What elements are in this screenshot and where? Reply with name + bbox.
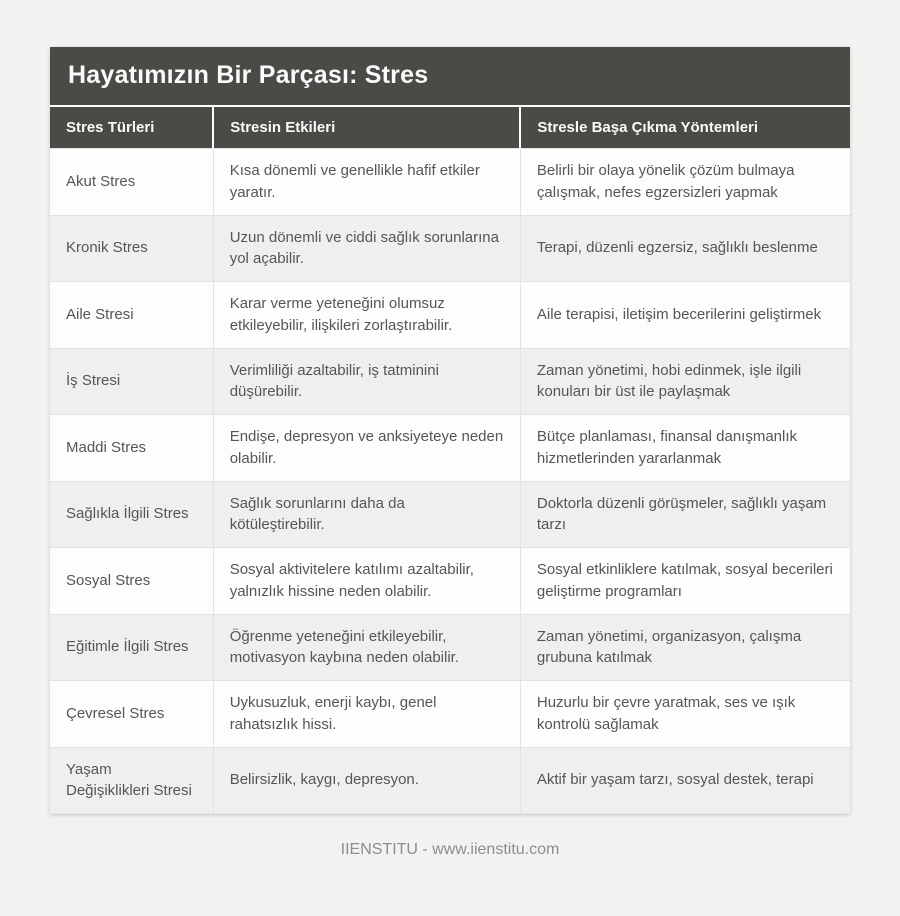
- stress-coping-cell: Aktif bir yaşam tarzı, sosyal destek, terapi: [520, 747, 850, 814]
- stress-coping-cell: Zaman yönetimi, organizasyon, çalışma grubuna katılmak: [520, 614, 850, 681]
- stress-coping-cell: Belirli bir olaya yönelik çözüm bulmaya çalışmak, nefes egzersizleri yapmak: [520, 149, 850, 216]
- stress-coping-cell: Doktorla düzenli görüşmeler, sağlıklı yaşam tarzı: [520, 481, 850, 548]
- stress-type-cell: Aile Stresi: [50, 282, 213, 349]
- stress-effect-cell: Karar verme yeteneğini olumsuz etkileyebilir, ilişkileri zorlaştırabilir.: [213, 282, 520, 349]
- stress-table: [50, 107, 850, 814]
- stress-effect-cell: Uykusuzluk, enerji kaybı, genel rahatsızlık hissi.: [213, 681, 520, 748]
- stress-type-cell: Maddi Stres: [50, 415, 213, 482]
- table-row: [50, 747, 850, 814]
- page-title: Hayatımızın Bir Parçası: Stres: [68, 61, 429, 89]
- stress-effect-cell: Sosyal aktivitelere katılımı azaltabilir, yalnızlık hissine neden olabilir.: [213, 548, 520, 615]
- stress-type-cell: Sağlıkla İlgili Stres: [50, 481, 213, 548]
- stress-effect-cell: Verimliliği azaltabilir, iş tatminini düşürebilir.: [213, 348, 520, 415]
- stress-effect-cell: Belirsizlik, kaygı, depresyon.: [213, 747, 520, 814]
- stress-type-cell: Yaşam Değişiklikleri Stresi: [50, 747, 213, 814]
- table-row: [50, 282, 850, 349]
- footer-credit: IIENSTITU - www.iienstitu.com: [340, 841, 560, 858]
- stress-type-cell: Çevresel Stres: [50, 681, 213, 748]
- stress-coping-cell: Huzurlu bir çevre yaratmak, ses ve ışık kontrolü sağlamak: [520, 681, 850, 748]
- stress-effect-cell: Endişe, depresyon ve anksiyeteye neden olabilir.: [213, 415, 520, 482]
- stress-table-card: [50, 47, 850, 814]
- column-header-stress-effects: Stresin Etkileri: [213, 107, 520, 149]
- column-header-coping-methods: Stresle Başa Çıkma Yöntemleri: [520, 107, 850, 149]
- table-body: [50, 149, 850, 814]
- table-row: [50, 149, 850, 216]
- column-header-stress-types: Stres Türleri: [50, 107, 213, 149]
- stress-effect-cell: Uzun dönemli ve ciddi sağlık sorunlarına yol açabilir.: [213, 215, 520, 282]
- table-row: [50, 614, 850, 681]
- header-row: [50, 107, 850, 149]
- table-row: [50, 548, 850, 615]
- table-row: [50, 415, 850, 482]
- table-row: [50, 215, 850, 282]
- stress-effect-cell: Kısa dönemli ve genellikle hafif etkiler yaratır.: [213, 149, 520, 216]
- stress-coping-cell: Terapi, düzenli egzersiz, sağlıklı beslenme: [520, 215, 850, 282]
- stress-type-cell: Sosyal Stres: [50, 548, 213, 615]
- table-header: [50, 107, 850, 149]
- stress-type-cell: İş Stresi: [50, 348, 213, 415]
- stress-type-cell: Kronik Stres: [50, 215, 213, 282]
- table-row: [50, 681, 850, 748]
- stress-coping-cell: Zaman yönetimi, hobi edinmek, işle ilgili konuları bir üst ile paylaşmak: [520, 348, 850, 415]
- stress-effect-cell: Öğrenme yeteneğini etkileyebilir, motivasyon kaybına neden olabilir.: [213, 614, 520, 681]
- table-row: [50, 348, 850, 415]
- title-bar: [50, 47, 850, 107]
- stress-effect-cell: Sağlık sorunlarını daha da kötüleştirebilir.: [213, 481, 520, 548]
- stress-coping-cell: Bütçe planlaması, finansal danışmanlık hizmetlerinden yararlanmak: [520, 415, 850, 482]
- stress-coping-cell: Aile terapisi, iletişim becerilerini geliştirmek: [520, 282, 850, 349]
- table-row: [50, 481, 850, 548]
- stress-type-cell: Akut Stres: [50, 149, 213, 216]
- stress-type-cell: Eğitimle İlgili Stres: [50, 614, 213, 681]
- stress-coping-cell: Sosyal etkinliklere katılmak, sosyal becerileri geliştirme programları: [520, 548, 850, 615]
